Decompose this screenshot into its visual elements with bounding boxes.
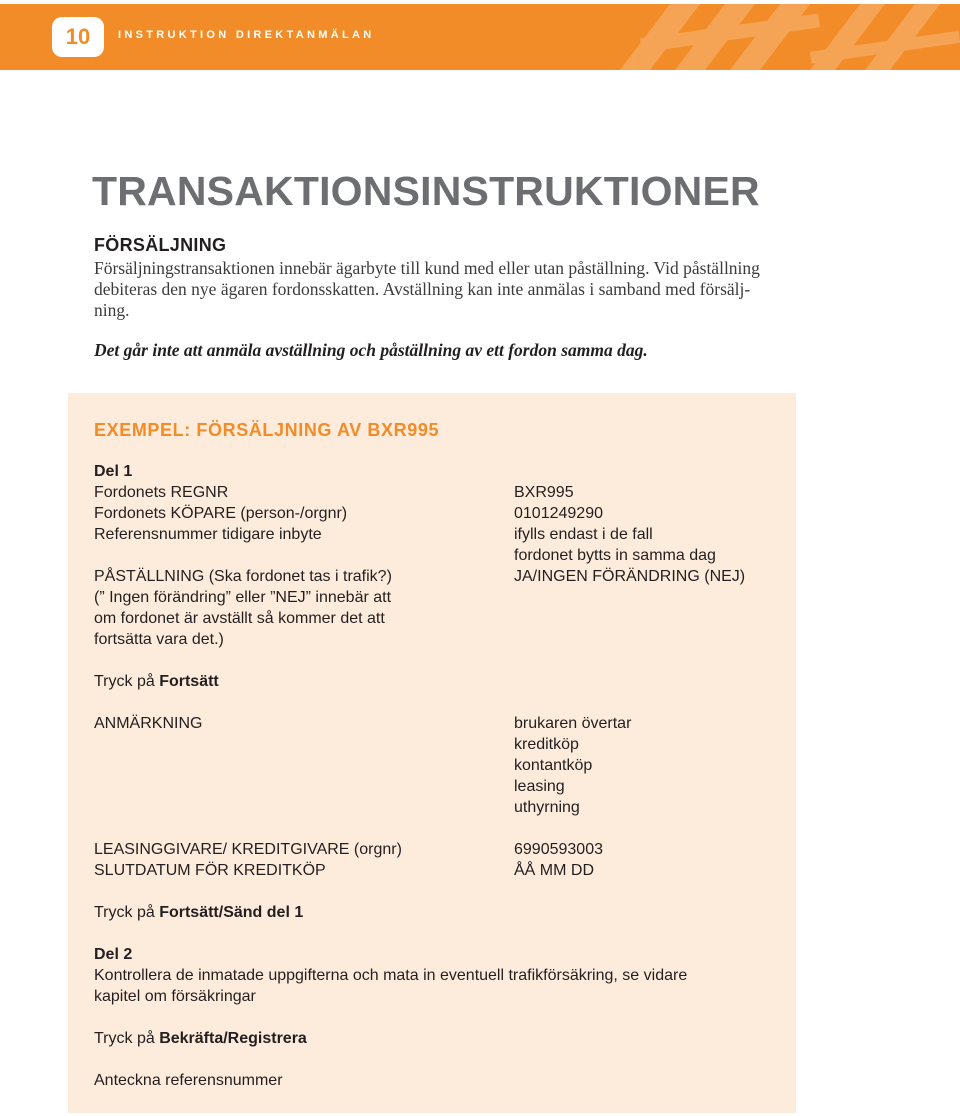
anmarkning-option: kreditköp <box>514 736 579 753</box>
paren-note-line: om fordonet är avställt så kommer det att <box>94 610 385 627</box>
row-value-referens-line: fordonet bytts in samma dag <box>514 547 716 564</box>
anmarkning-option: kontantköp <box>514 757 593 774</box>
paren-note-line: (” Ingen förändring” eller ”NEJ” innebär att <box>94 589 392 606</box>
row-label-kopare: Fordonets KÖPARE (person-/orgnr) <box>94 505 348 522</box>
example-title: EXEMPEL: FÖRSÄLJNING AV BXR995 <box>94 420 440 440</box>
header-title: INSTRUKTION DIREKTANMÄLAN <box>118 29 375 41</box>
press-instruction <box>94 902 303 923</box>
row-label-referens: Referensnummer tidigare inbyte <box>94 526 322 543</box>
row-value-kopare: 0101249290 <box>514 505 603 522</box>
paren-note-line: fortsätta vara det.) <box>94 631 224 648</box>
italic-note: Det går inte att anmäla avställning och påställning av ett fordon samma dag. <box>94 340 648 360</box>
row-value-pastallning: JA/INGEN FÖRÄNDRING (NEJ) <box>514 568 746 585</box>
anmarkning-label: ANMÄRKNING <box>94 715 203 732</box>
press-action: Bekräfta/Registrera <box>159 1030 307 1047</box>
anmarkning-option: leasing <box>514 778 565 795</box>
press-instruction <box>94 671 219 692</box>
row-value-regnr: BXR995 <box>514 484 574 501</box>
row-label-pastallning: PÅSTÄLLNING (Ska fordonet tas i trafik?) <box>94 568 392 585</box>
press-action: Fortsätt/Sänd del 1 <box>159 904 304 921</box>
page-number-badge: 10 <box>52 17 104 57</box>
intro-line: debiteras den nye ägaren fordonsskatten. Avställning kan inte anmälas i samband med försälj- <box>94 279 751 299</box>
del2-text-line: kapitel om försäkringar <box>94 988 256 1005</box>
footer-instruction: Anteckna referensnummer <box>94 1072 283 1089</box>
intro-paragraph <box>94 258 794 321</box>
anmarkning-option: uthyrning <box>514 799 580 816</box>
row-label-regnr: Fordonets REGNR <box>94 484 229 501</box>
leasing-label: LEASINGGIVARE/ KREDITGIVARE (orgnr) <box>94 841 402 858</box>
del1-heading: Del 1 <box>94 463 133 480</box>
intro-line: ning. <box>94 300 130 320</box>
slutdatum-value: ÅÅ MM DD <box>514 862 594 879</box>
press-instruction <box>94 1028 307 1049</box>
press-prefix: Tryck på <box>94 673 160 690</box>
press-prefix: Tryck på <box>94 904 160 921</box>
row-value-referens-line: ifylls endast i de fall <box>514 526 653 543</box>
anmarkning-option: brukaren övertar <box>514 715 632 732</box>
del2-text-line: Kontrollera de inmatade uppgifterna och mata in eventuell trafikförsäkring, se vidare <box>94 967 688 984</box>
intro-line: Försäljningstransaktionen innebär ägarbyte till kund med eller utan påställning. Vid påställning <box>94 258 760 278</box>
press-action: Fortsätt <box>159 673 219 690</box>
del2-heading: Del 2 <box>94 946 133 963</box>
header-band <box>0 4 960 70</box>
section-heading: FÖRSÄLJNING <box>94 235 227 255</box>
decorative-pattern-icon <box>580 4 960 70</box>
leasing-value: 6990593003 <box>514 841 603 858</box>
page-title: TRANSAKTIONSINSTRUKTIONER <box>92 168 760 214</box>
press-prefix: Tryck på <box>94 1030 160 1047</box>
slutdatum-label: SLUTDATUM FÖR KREDITKÖP <box>94 862 326 879</box>
